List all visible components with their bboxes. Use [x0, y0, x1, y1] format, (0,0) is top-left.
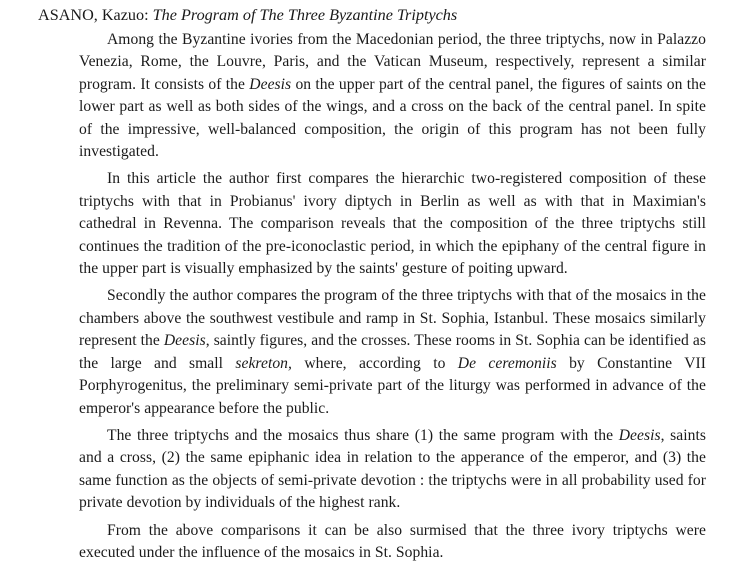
italic-term: sekreton,	[235, 354, 292, 372]
paragraph-text: Secondly the author compares the program of the three triptychs with that of the mosaics in the chambers above the southwest vestibule and ramp in St. Sophia, Istanbul. These mosaics similarly represent the	[79, 287, 706, 350]
author-name: ASANO, Kazuo	[38, 6, 145, 24]
paragraph-text: , saints and a cross, (2) the same epiphanic idea in relation to the apperance of the emperor, and (3) the same function as the objects of semi-private devotion : the triptychs were in all probability used for private devotion by individuals of the highest rank.	[79, 426, 707, 512]
heading-separator: :	[144, 6, 153, 24]
article-heading	[38, 4, 706, 26]
paragraph-1	[79, 29, 706, 163]
paragraph-text: Among the Byzantine ivories from the Macedonian period, the three triptychs, now in Palazzo Venezia, Rome, the Louvre, Paris, and the Vatican Museum, respectively, represent a similar program. It consists of the	[79, 31, 706, 93]
italic-term: De ceremoniis	[457, 354, 557, 372]
italic-term: Deesis	[618, 426, 661, 444]
italic-term: Deesis	[163, 332, 206, 350]
paragraph-text: In this article the author first compares the hierarchic two-registered composition of these triptychs with that in Probianus' ivory diptych in Berlin as well as with that in Maximian's cathedral in Revenna. The comparison reveals that the composition of the three triptychs still continues the tradition of the pre-iconoclastic period, in which the epiphany of the central figure in the upper part is visually emphasized by the saints' gesture of poiting upward.	[79, 170, 706, 278]
paragraph-text: From the above comparisons it can be also surmised that the three ivory triptychs were executed under the influence of the mosaics in St. Sophia.	[79, 521, 706, 561]
paragraph-text: The three triptychs and the mosaics thus share (1) the same program with the	[107, 426, 619, 444]
paragraph-text: on the upper part of the central panel, the figures of saints on the lower part as well as both sides of the wings, and a cross on the back of the central panel. In spite of the impressive, well-balanced composition, the origin of this program has not been fully investigated.	[79, 75, 706, 161]
paragraph-4	[79, 425, 706, 515]
paragraph-5	[79, 520, 706, 564]
paragraph-text: by Constantine VII Porphyrogenitus, the preliminary semi-private part of the liturgy was performed in advance of the emperor's appearance before the public.	[79, 354, 707, 417]
article-title: The Program of The Three Byzantine Triptychs	[152, 6, 458, 24]
paragraph-2	[79, 168, 706, 280]
italic-term: Deesis	[249, 75, 292, 93]
paragraph-text: , saintly figures, and the crosses. These rooms in St. Sophia can be identified as the large and small	[79, 332, 706, 372]
paragraph-3	[79, 285, 706, 419]
paragraph-text: where, according to	[291, 354, 458, 372]
